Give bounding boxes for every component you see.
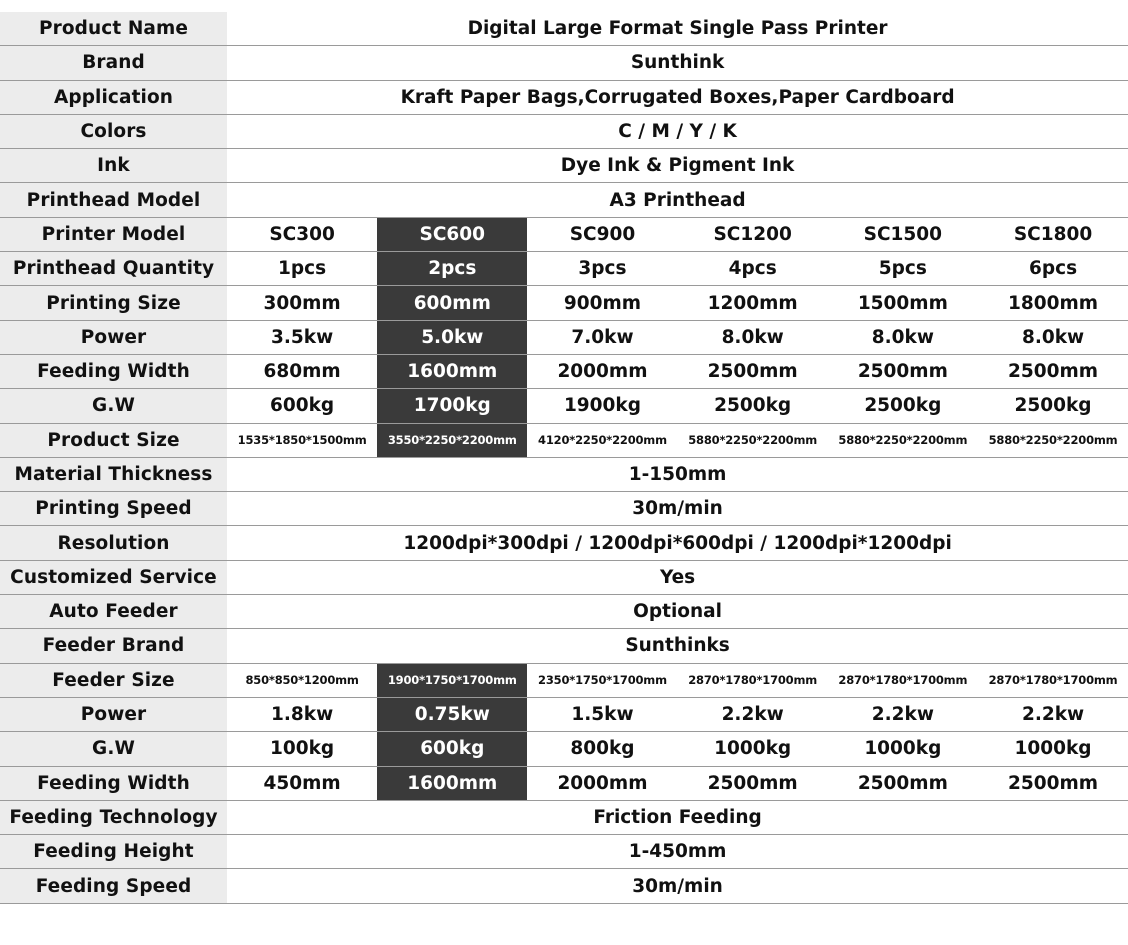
model-cell: 800kg	[527, 732, 677, 766]
row-value: 30m/min	[227, 492, 1128, 526]
row-value: Sunthinks	[227, 629, 1128, 663]
model-cell: 3.5kw	[227, 320, 377, 354]
row-value: Friction Feeding	[227, 800, 1128, 834]
row-label: Printing Speed	[0, 492, 227, 526]
row-value: Kraft Paper Bags,Corrugated Boxes,Paper Cardboard	[227, 80, 1128, 114]
model-cell: 2500mm	[978, 766, 1128, 800]
model-cell: 1000kg	[678, 732, 828, 766]
model-cell: 2.2kw	[978, 697, 1128, 731]
model-cell-highlighted: 600kg	[377, 732, 527, 766]
model-cell: 5880*2250*2200mm	[678, 423, 828, 457]
row-label: Power	[0, 320, 227, 354]
model-cell: 1.5kw	[527, 697, 677, 731]
row-application	[0, 80, 1128, 114]
model-cell: 680mm	[227, 354, 377, 388]
row-feeding-technology	[0, 800, 1128, 834]
model-cell-highlighted: 0.75kw	[377, 697, 527, 731]
row-label: Feeding Width	[0, 354, 227, 388]
model-cell-highlighted: SC600	[377, 217, 527, 251]
row-feeder-brand	[0, 629, 1128, 663]
row-label: Feeder Size	[0, 663, 227, 697]
model-cell: 4120*2250*2200mm	[527, 423, 677, 457]
model-cell: SC1500	[828, 217, 978, 251]
model-cell: 1800mm	[978, 286, 1128, 320]
row-label: Feeding Speed	[0, 869, 227, 903]
row-feeder-power	[0, 697, 1128, 731]
row-label: G.W	[0, 389, 227, 423]
row-label: Feeding Technology	[0, 800, 227, 834]
model-cell-highlighted: 1600mm	[377, 766, 527, 800]
model-cell: 2350*1750*1700mm	[527, 663, 677, 697]
row-value: 1-450mm	[227, 835, 1128, 869]
row-printing-speed	[0, 492, 1128, 526]
row-gw	[0, 389, 1128, 423]
model-cell: 8.0kw	[678, 320, 828, 354]
model-cell: 2500mm	[828, 766, 978, 800]
row-feeding-speed	[0, 869, 1128, 903]
model-cell: 2500mm	[978, 354, 1128, 388]
model-cell: 1535*1850*1500mm	[227, 423, 377, 457]
row-feeding-height	[0, 835, 1128, 869]
row-label: Power	[0, 697, 227, 731]
row-label: Feeder Brand	[0, 629, 227, 663]
row-label: Colors	[0, 114, 227, 148]
row-value: 30m/min	[227, 869, 1128, 903]
model-cell: 2500mm	[678, 766, 828, 800]
row-label: Material Thickness	[0, 457, 227, 491]
row-label: Ink	[0, 149, 227, 183]
row-auto-feeder	[0, 595, 1128, 629]
row-label: Brand	[0, 46, 227, 80]
model-cell: 600kg	[227, 389, 377, 423]
model-cell: 2.2kw	[828, 697, 978, 731]
row-printing-size	[0, 286, 1128, 320]
model-cell: 7.0kw	[527, 320, 677, 354]
model-cell: 1pcs	[227, 252, 377, 286]
model-cell: 2500kg	[978, 389, 1128, 423]
model-cell: 1200mm	[678, 286, 828, 320]
row-label: Auto Feeder	[0, 595, 227, 629]
model-cell: 2870*1780*1700mm	[678, 663, 828, 697]
model-cell-highlighted: 1900*1750*1700mm	[377, 663, 527, 697]
row-value: Dye Ink & Pigment Ink	[227, 149, 1128, 183]
row-value: A3 Printhead	[227, 183, 1128, 217]
row-label: Printhead Model	[0, 183, 227, 217]
row-label: Product Name	[0, 12, 227, 46]
model-cell: 1500mm	[828, 286, 978, 320]
row-product-name	[0, 12, 1128, 46]
row-feeder-gw	[0, 732, 1128, 766]
row-material-thickness	[0, 457, 1128, 491]
row-label: Printing Size	[0, 286, 227, 320]
row-printhead-quantity	[0, 252, 1128, 286]
model-cell: 2500kg	[678, 389, 828, 423]
model-cell: 1900kg	[527, 389, 677, 423]
model-cell-highlighted: 1600mm	[377, 354, 527, 388]
model-cell: 2.2kw	[678, 697, 828, 731]
row-product-size	[0, 423, 1128, 457]
model-cell: 2870*1780*1700mm	[828, 663, 978, 697]
row-label: G.W	[0, 732, 227, 766]
model-cell: 900mm	[527, 286, 677, 320]
row-value: C / M / Y / K	[227, 114, 1128, 148]
model-cell: 4pcs	[678, 252, 828, 286]
row-value: Yes	[227, 560, 1128, 594]
model-cell: SC1200	[678, 217, 828, 251]
model-cell-highlighted: 5.0kw	[377, 320, 527, 354]
model-cell: 450mm	[227, 766, 377, 800]
row-value: Sunthink	[227, 46, 1128, 80]
model-cell: 6pcs	[978, 252, 1128, 286]
row-value: Optional	[227, 595, 1128, 629]
model-cell: 2000mm	[527, 766, 677, 800]
model-cell: 3pcs	[527, 252, 677, 286]
model-cell: 2870*1780*1700mm	[978, 663, 1128, 697]
model-cell: 8.0kw	[828, 320, 978, 354]
row-ink	[0, 149, 1128, 183]
model-cell: 8.0kw	[978, 320, 1128, 354]
model-cell: 5880*2250*2200mm	[828, 423, 978, 457]
row-label: Feeding Height	[0, 835, 227, 869]
row-printer-model	[0, 217, 1128, 251]
model-cell: SC300	[227, 217, 377, 251]
model-cell: 1000kg	[978, 732, 1128, 766]
row-feeder-feeding-width	[0, 766, 1128, 800]
model-cell: 1000kg	[828, 732, 978, 766]
model-cell: 5pcs	[828, 252, 978, 286]
row-label: Customized Service	[0, 560, 227, 594]
row-label: Product Size	[0, 423, 227, 457]
row-label: Application	[0, 80, 227, 114]
model-cell-highlighted: 2pcs	[377, 252, 527, 286]
model-cell-highlighted: 600mm	[377, 286, 527, 320]
model-cell: SC1800	[978, 217, 1128, 251]
row-label: Printhead Quantity	[0, 252, 227, 286]
model-cell: 2500kg	[828, 389, 978, 423]
row-label: Resolution	[0, 526, 227, 560]
model-cell: 2500mm	[828, 354, 978, 388]
model-cell: 300mm	[227, 286, 377, 320]
model-cell: 5880*2250*2200mm	[978, 423, 1128, 457]
model-cell: 100kg	[227, 732, 377, 766]
row-feeder-size	[0, 663, 1128, 697]
model-cell-highlighted: 1700kg	[377, 389, 527, 423]
model-cell-highlighted: 3550*2250*2200mm	[377, 423, 527, 457]
row-label: Feeding Width	[0, 766, 227, 800]
row-printhead-model	[0, 183, 1128, 217]
model-cell: SC900	[527, 217, 677, 251]
row-customized-service	[0, 560, 1128, 594]
row-resolution	[0, 526, 1128, 560]
spec-table	[0, 12, 1128, 904]
row-power	[0, 320, 1128, 354]
row-value: 1200dpi*300dpi / 1200dpi*600dpi / 1200dpi*1200dpi	[227, 526, 1128, 560]
model-cell: 1.8kw	[227, 697, 377, 731]
row-colors	[0, 114, 1128, 148]
row-value: Digital Large Format Single Pass Printer	[227, 12, 1128, 46]
row-brand	[0, 46, 1128, 80]
model-cell: 2000mm	[527, 354, 677, 388]
model-cell: 2500mm	[678, 354, 828, 388]
row-feeding-width	[0, 354, 1128, 388]
row-label: Printer Model	[0, 217, 227, 251]
row-value: 1-150mm	[227, 457, 1128, 491]
model-cell: 850*850*1200mm	[227, 663, 377, 697]
